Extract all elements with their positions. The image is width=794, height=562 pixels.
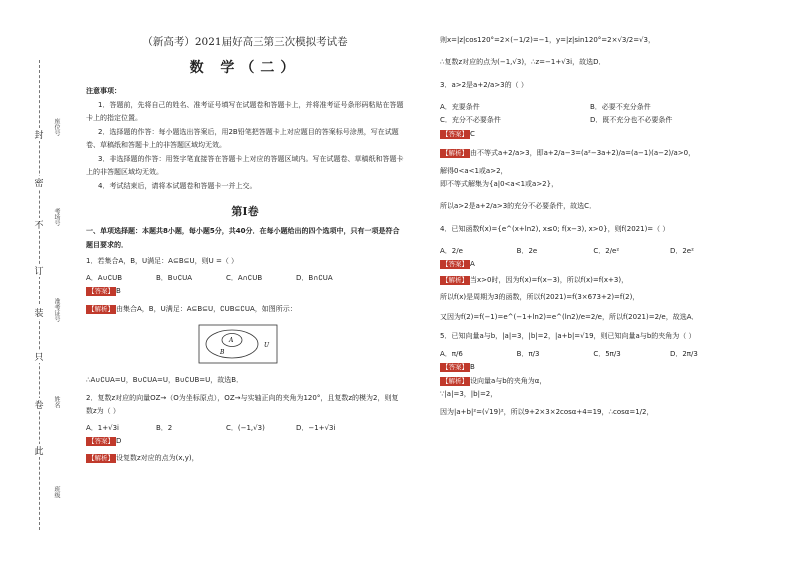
question-5: 5．已知向量a与b，|a|=3，|b|=2，|a+b|=√19，则已知向量a与b的夹角为（ ） bbox=[440, 332, 696, 340]
class-label: 班级 bbox=[53, 486, 60, 498]
answer-line bbox=[440, 361, 780, 375]
explanation-line: 【解析】 由集合A，B，U满足：A⊆B⊆U，∁UB⊆∁UA，如图所示： bbox=[88, 304, 297, 313]
answer-tag: 【答案】 bbox=[442, 129, 468, 138]
option-c: C．5π/3 bbox=[593, 349, 621, 358]
question-3-options-row2 bbox=[440, 114, 740, 128]
seat-number-label: 座位号 bbox=[53, 118, 60, 136]
option-d: D．既不充分也不必要条件 bbox=[590, 116, 673, 124]
notes-title: 注意事项： bbox=[86, 87, 121, 95]
question-3: 3．a>2是a+2/a>3的（ ） bbox=[440, 81, 528, 89]
seal-char: 封 bbox=[33, 128, 45, 141]
answer-value: A bbox=[470, 260, 475, 268]
explanation-line: 所以a>2是a+2/a>3的充分不必要条件，故选C． bbox=[440, 201, 597, 210]
option-a: A．充要条件 bbox=[440, 102, 480, 111]
explanation-line: 解得0<a<1或a>2， bbox=[440, 166, 508, 175]
explanation-line: 即不等式解集为{a|0<a<1或a>2}， bbox=[440, 180, 559, 188]
answer-value: B bbox=[470, 363, 475, 371]
option-c: C．2/e² bbox=[593, 246, 620, 255]
question-1: 1．若集合A，B，U满足：A⊆B⊆U，则U =（ ） bbox=[86, 257, 239, 265]
left-column bbox=[86, 34, 404, 465]
exam-title: （新高考）2021届好高三第三次模拟考试卷 bbox=[142, 36, 348, 48]
option-b: B．必要不充分条件 bbox=[590, 102, 651, 111]
answer-line bbox=[440, 258, 780, 272]
explanation-line: 【解析】 由不等式a+2/a>3，即a+2/a−3=(a²−3a+2)/a=(a−1)(a−2)/a>0， bbox=[442, 149, 696, 157]
note-item: 4．考试结束后，请将本试题卷和答题卡一并上交。 bbox=[98, 181, 257, 190]
explanation-line: 则x=|z|cos120°=2×(−1/2)=−1，y=|z|sin120°=2×√3/2=√3， bbox=[440, 36, 655, 44]
option-a: A．2/e bbox=[440, 246, 463, 255]
option-d: D．2π/3 bbox=[669, 349, 698, 358]
option-a: A．π/6 bbox=[440, 349, 463, 358]
answer-value: D bbox=[116, 437, 122, 445]
explanation-line: 因为|a+b|²=(√19)²，所以9+2×3×2cosα+4=19，∴cosα=1/2， bbox=[440, 407, 654, 416]
exam-room-label: 考场号 bbox=[53, 208, 60, 226]
question-4-options bbox=[440, 245, 740, 259]
set-b-label: B bbox=[220, 349, 225, 356]
admission-number-label: 准考证号 bbox=[53, 298, 60, 322]
set-a-label: A bbox=[229, 337, 234, 344]
answer-value: C bbox=[470, 129, 475, 138]
seal-char: 密 bbox=[33, 176, 45, 189]
option-b: B．2 bbox=[156, 423, 173, 432]
answer-tag: 【答案】 bbox=[88, 437, 114, 445]
option-d: D．B∩∁UA bbox=[296, 273, 333, 282]
part-heading: 一、单项选择题：本题共8小题，每小题5分，共40分．在每小题给出的四个选项中，只有一项是符合题目要求的． bbox=[86, 227, 400, 249]
answer-value: B bbox=[116, 287, 121, 295]
seal-char: 订 bbox=[33, 264, 45, 277]
answer-tag: 【答案】 bbox=[442, 363, 468, 371]
option-b: B．B∪∁UA bbox=[156, 273, 193, 282]
explanation-line: ∴复数z对应的点为(−1,√3)，∴z=−1+√3i，故选D． bbox=[440, 57, 606, 66]
option-c: C．充分不必要条件 bbox=[440, 116, 501, 124]
seal-char: 只 bbox=[33, 350, 45, 363]
question-1-options bbox=[86, 272, 366, 286]
question-4: 4．已知函数f(x)={e^(x+ln2), x≤0; f(x−3), x>0}，则f(2021)=（ ） bbox=[440, 225, 670, 233]
answer-line bbox=[86, 435, 404, 449]
explanation-tag: 【解析】 bbox=[88, 453, 114, 462]
explanation-tag: 【解析】 bbox=[442, 376, 468, 385]
explanation-line: 【解析】 当x>0时，因为f(x)=f(x−3)，所以f(x)=f(x+3)， bbox=[442, 275, 629, 284]
seal-char: 装 bbox=[33, 306, 45, 319]
question-3-options bbox=[440, 101, 740, 115]
answer-tag: 【答案】 bbox=[88, 287, 114, 295]
option-a: A．1+√3i bbox=[86, 423, 119, 432]
option-c: C．A∩∁UB bbox=[226, 273, 263, 282]
explanation-line: 所以f(x)是周期为3的函数，所以f(2021)=f(3×673+2)=f(2)， bbox=[440, 293, 640, 301]
option-c: C．(−1,√3) bbox=[226, 423, 265, 432]
note-item: 2．选择题的作答：每小题选出答案后，用2B铅笔把答题卡上对应题目的答案标号涂黑，写在试题卷、草稿纸和答题卡上的非答题区域均无效。 bbox=[86, 127, 399, 149]
seal-char: 此 bbox=[33, 444, 45, 457]
answer-line bbox=[440, 128, 780, 142]
name-label: 姓名 bbox=[53, 396, 60, 408]
explanation-tag: 【解析】 bbox=[442, 275, 468, 284]
seal-char: 卷 bbox=[33, 398, 45, 411]
explanation-line: 【解析】 设向量a与b的夹角为α， bbox=[442, 376, 547, 385]
explanation-tag: 【解析】 bbox=[442, 149, 468, 157]
venn-diagram bbox=[198, 324, 404, 366]
explanation-line: 又因为f(2)=f(−1)=e^(−1+ln2)=e^(ln2)/e=2/e，所以f(2021)=2/e，故选A． bbox=[440, 312, 699, 321]
option-d: D．2e² bbox=[669, 246, 694, 255]
explanation-tag: 【解析】 bbox=[88, 304, 114, 313]
answer-line bbox=[86, 285, 404, 299]
option-b: B．2e bbox=[516, 246, 538, 255]
note-item: 1．答题前，先将自己的姓名、准考证号填写在试题卷和答题卡上，并将准考证号条形码粘贴在答题卡上的指定位置。 bbox=[86, 100, 404, 122]
set-b-ellipse bbox=[206, 330, 258, 358]
question-5-options bbox=[440, 348, 740, 362]
explanation-line: ∴A∪∁UA=U，B∪∁UA=U，B∪∁UB=U，故选B． bbox=[86, 376, 244, 384]
seal-char: 不 bbox=[33, 218, 45, 231]
exam-subtitle: 数 学（二） bbox=[189, 60, 301, 76]
option-b: B．π/3 bbox=[516, 349, 540, 358]
answer-tag: 【答案】 bbox=[442, 260, 468, 268]
section-title: 第Ⅰ卷 bbox=[231, 205, 259, 218]
option-a: A．A∪∁UB bbox=[86, 273, 123, 282]
note-item: 3．非选择题的作答：用签字笔直接答在答题卡上对应的答题区域内。写在试题卷、草稿纸和答题卡上的非答题区域均无效。 bbox=[86, 154, 404, 176]
set-u-label: U bbox=[264, 342, 270, 349]
explanation-line: 【解析】 设复数z对应的点为(x,y)， bbox=[88, 453, 199, 462]
explanation-line: ∵|a|=3，|b|=2， bbox=[440, 390, 498, 398]
right-column bbox=[440, 34, 780, 419]
question-2-options bbox=[86, 422, 366, 436]
option-d: D．−1+√3i bbox=[296, 423, 336, 432]
question-2: 2．复数z对应的向量OZ→（O为坐标原点），OZ→与实轴正向的夹角为120°，且复数z的模为2，则复数z为（ ） bbox=[86, 393, 399, 415]
